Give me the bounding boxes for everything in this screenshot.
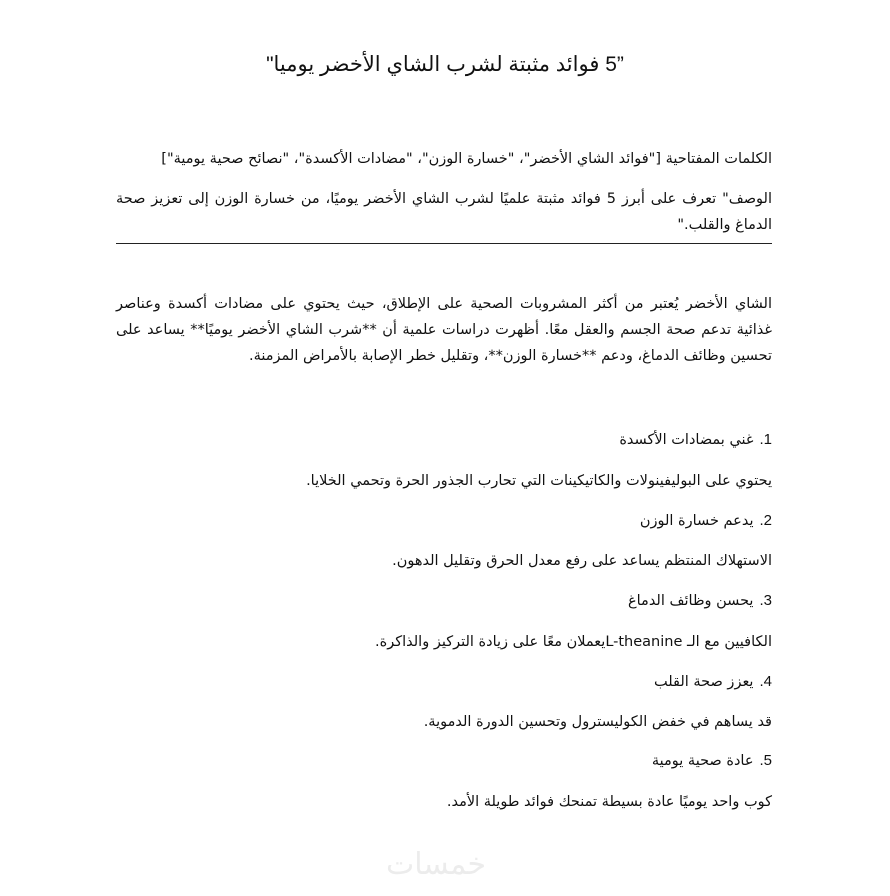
horizontal-divider	[116, 243, 772, 244]
keywords-line: الكلمات المفتاحية ["فوائد الشاي الأخضر"، "خسارة الوزن"، "مضادات الأكسدة"، "نصائح صحية يومية"]	[161, 151, 772, 167]
benefit-title-2: يدعم خسارة الوزن	[639, 513, 754, 529]
benefit-text-2: الاستهلاك المنتظم يساعد على رفع معدل الحرق وتقليل الدهون.	[392, 553, 772, 569]
benefit-number-5: 5.	[759, 752, 772, 769]
benefit-heading-2	[640, 511, 772, 531]
benefit-number-2: 2.	[759, 512, 772, 529]
benefit-number-4: 4.	[759, 673, 772, 690]
intro-paragraph: الشاي الأخضر يُعتبر من أكثر المشروبات الصحية على الإطلاق، حيث يحتوي على مضادات أكسدة وعناصر غذائية تدعم صحة الجسم والعقل معًا. أظهرت دراسات علمية أن **شرب الشاي الأخضر يوميًا** يساعد على تحسين وظائف الدماغ، ودعم **خسارة الوزن**، وتقليل خطر الإصابة بالأمراض المزمنة.	[116, 296, 772, 364]
benefit-title-3: يحسن وظائف الدماغ	[627, 593, 754, 609]
benefit-text-4: قد يساهم في خفض الكوليسترول وتحسين الدورة الدموية.	[423, 714, 772, 730]
description-paragraph: الوصف" تعرف على أبرز 5 فوائد مثبتة علميًا لشرب الشاي الأخضر يوميًا، من خسارة الوزن إلى تعزيز صحة الدماغ والقلب."	[116, 191, 772, 233]
benefit-number-1: 1.	[759, 431, 772, 448]
benefit-title-5: عادة صحية يومية	[651, 753, 754, 769]
benefit-heading-5	[652, 751, 772, 771]
benefit-title-4: يعزز صحة القلب	[653, 674, 754, 690]
benefit-text-1: يحتوي على البوليفينولات والكاتيكينات التي تحارب الجذور الحرة وتحمي الخلايا.	[306, 473, 772, 489]
benefit-heading-3	[628, 591, 772, 611]
document-title: ”5 فوائد مثبتة لشرب الشاي الأخضر يوميا"	[266, 53, 624, 76]
benefit-heading-4	[654, 672, 772, 692]
benefit-text-5: كوب واحد يوميًا عادة بسيطة تمنحك فوائد طويلة الأمد.	[446, 794, 772, 810]
benefit-number-3: 3.	[759, 592, 772, 609]
benefit-heading-1	[619, 430, 772, 450]
watermark-logo: خمسات	[386, 847, 487, 882]
benefit-text-3: الكافيين مع الـ L-theanineيعملان معًا على زيادة التركيز والذاكرة.	[375, 634, 772, 650]
benefit-title-1: غني بمضادات الأكسدة	[619, 432, 754, 448]
